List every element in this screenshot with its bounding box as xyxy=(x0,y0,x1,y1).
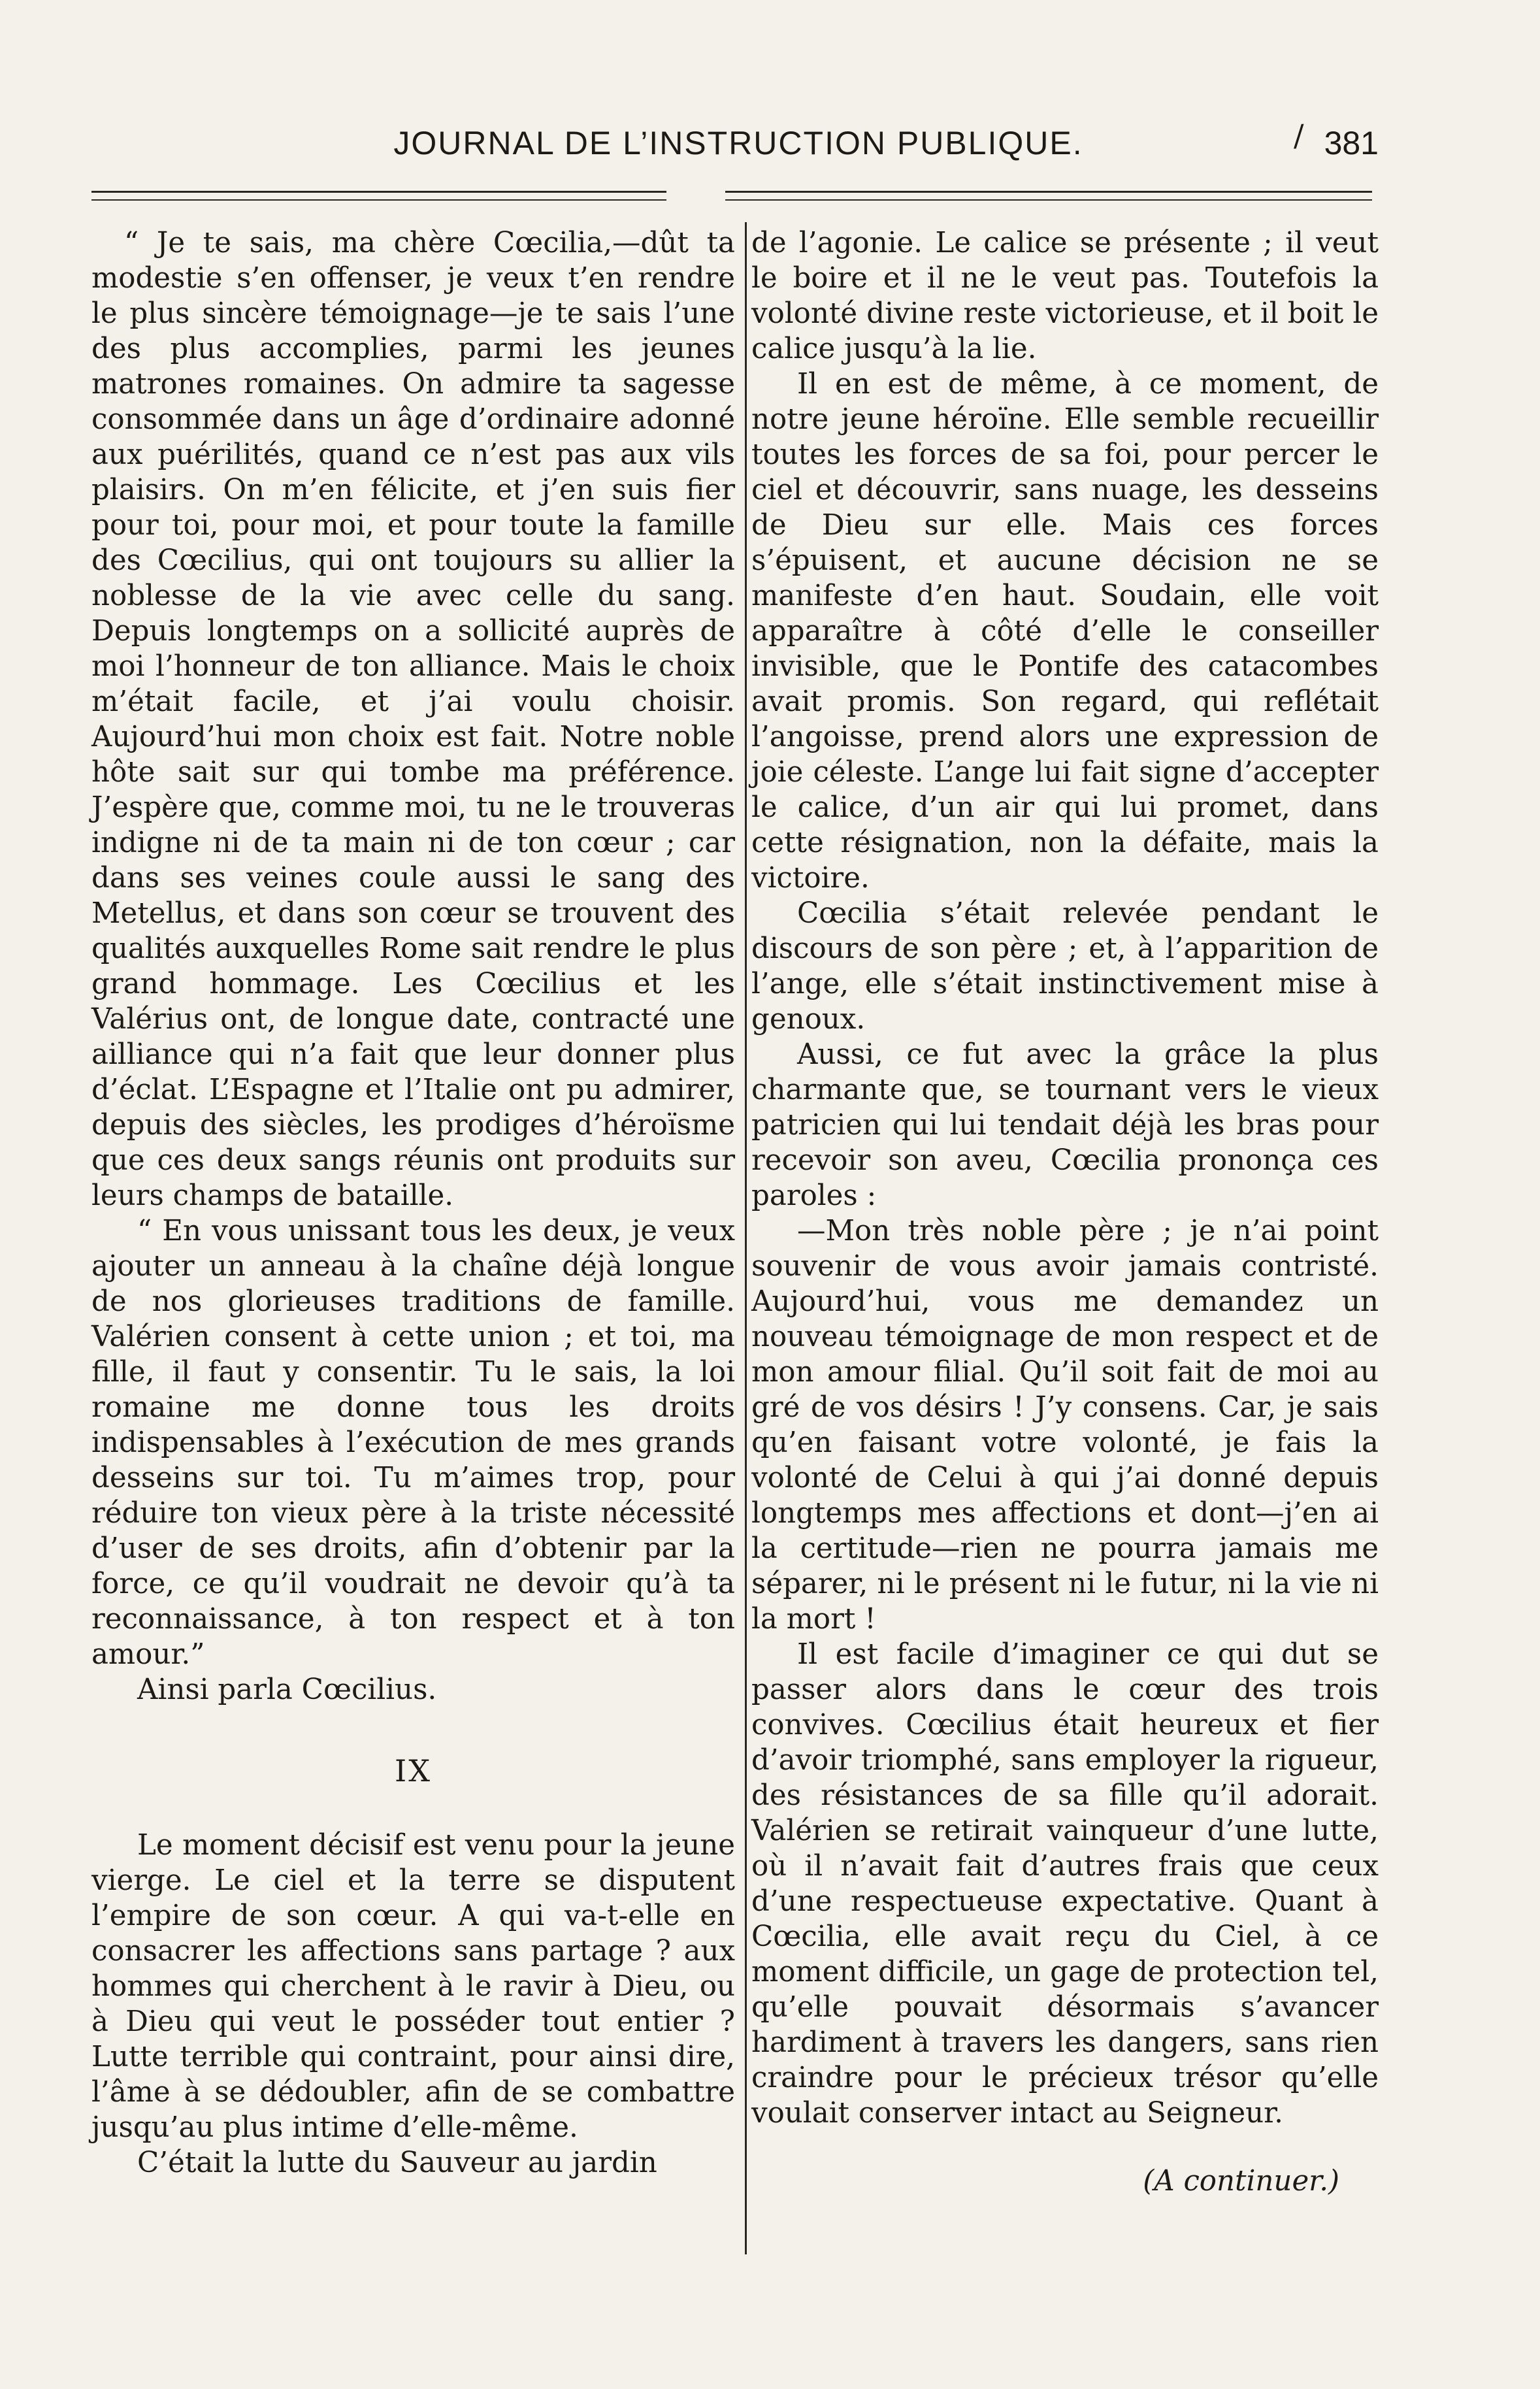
page-number: 381 xyxy=(1324,125,1379,161)
paragraph: “ En vous unissant tous les deux, je veux ajouter un anneau à la chaîne déjà longue de nos glorieuses traditions de famille. Valérien consent à cette union ; et toi, ma fille, il faut y consentir. Tu le sais, la loi romaine me donne tous les droits indispensables à l’exécution de mes grands desseins sur toi. Tu m’aimes trop, pour réduire ton vieux père à la triste nécessité d’user de ses droits, afin d’obtenir par la force, ce qu’il voudrait ne devoir qu’à ta reconnaissance, à ton respect et à ton amour.” xyxy=(91,1215,735,1671)
paragraph: Aussi, ce fut avec la grâce la plus charmante que, se tournant vers le vieux patricien qui lui tendait déjà les bras pour recevoir son aveu, Cœcilia prononça ces paroles : xyxy=(751,1038,1379,1212)
section-heading: IX xyxy=(395,1753,432,1788)
page-header xyxy=(98,118,1379,176)
paragraph: Cœcilia s’était relevée pendant le discours de son père ; et, à l’apparition de l’ange, elle s’était instinctivement mise à genoux. xyxy=(751,897,1379,1036)
column-divider xyxy=(745,222,747,2254)
right-column xyxy=(751,225,1379,2199)
paragraph: Il est facile d’imaginer ce qui dut se passer alors dans le cœur des trois convives. Cœcilius était heureux et fier d’avoir triomphé, sans employer la rigueur, des résistances de sa fille qu’il adorait. Valérien se retirait vainqueur d’une lutte, où il n’avait fait d’autres frais que ceux d’une respectueuse expectative. Quant à Cœcilia, elle avait reçu du Ciel, à ce moment difficile, un gage de protection tel, qu’elle pouvait désormais s’avancer hardiment à travers les dangers, sans rien craindre pour le précieux trésor qu’elle voulait conserver intact au Seigneur. xyxy=(751,1638,1379,2130)
journal-title: JOURNAL DE L’INSTRUCTION PUBLIQUE. xyxy=(393,125,1083,161)
header-rule-right xyxy=(725,191,1372,201)
paragraph: Le moment décisif est venu pour la jeune vierge. Le ciel et la terre se disputent l’empire de son cœur. A qui va-t-elle en consacrer les affections sans partage ? aux hommes qui cherchent à le ravir à Dieu, ou à Dieu qui veut le posséder tout entier ? Lutte terrible qui contraint, pour ainsi dire, l’âme à se dédoubler, afin de se combattre jusqu’au plus intime d’elle-même. xyxy=(91,1829,735,2144)
stray-mark: / xyxy=(1294,118,1304,153)
left-column xyxy=(91,225,735,2181)
paragraph: Ainsi parla Cœcilius. xyxy=(137,1673,437,1706)
paragraph: C’était la lutte du Sauveur au jardin xyxy=(137,2147,657,2179)
header-rule-left xyxy=(91,191,666,201)
paragraph: “ Je te sais, ma chère Cœcilia,—dût ta modestie s’en offenser, je veux t’en rendre le plus sincère témoignage—je te sais l’une des plus accomplies, parmi les jeunes matrones romaines. On admire ta sagesse consommée dans un âge d’ordinaire adonné aux puérilités, quand ce n’est pas aux vils plaisirs. On m’en félicite, et j’en suis fier pour toi, pour moi, et pour toute la famille des Cœcilius, qui ont toujours su allier la noblesse de la vie avec celle du sang. Depuis longtemps on a sollicité auprès de moi l’honneur de ton alliance. Mais le choix m’était facile, et j’ai voulu choisir. Aujourd’hui mon choix est fait. Notre noble hôte sait sur qui tombe ma préférence. J’espère que, comme moi, tu ne le trouveras indigne ni de ta main ni de ton cœur ; car dans ses veines coule aussi le sang des Metellus, et dans son cœur se trouvent des qualités auxquelles Rome sait rendre le plus grand hommage. Les Cœcilius et les Valérius ont, de longue date, contracté une ailliance qui n’a fait que leur donner plus d’éclat. L’Espagne et l’Italie ont pu admirer, depuis des siècles, les prodiges d’héroïsme que ces deux sangs réunis ont produits sur leurs champs de bataille. xyxy=(91,227,735,1212)
paragraph: Il en est de même, à ce moment, de notre jeune héroïne. Elle semble recueillir toutes les forces de sa foi, pour percer le ciel et découvrir, sans nuage, les desseins de Dieu sur elle. Mais ces forces s’épuisent, et aucune décision ne se manifeste d’en haut. Soudain, elle voit apparaître à côté d’elle le conseiller invisible, que le Pontife des catacombes avait promis. Son regard, qui reflétait l’angoisse, prend alors une expression de joie céleste. L’ange lui fait signe d’accepter le calice, d’un air qui lui promet, dans cette résignation, non la défaite, mais la victoire. xyxy=(751,368,1379,895)
paragraph: de l’agonie. Le calice se présente ; il veut le boire et il ne le veut pas. Toutefois la volonté divine reste victorieuse, et il boit le calice jusqu’à la lie. xyxy=(751,227,1379,365)
continuation-note: (A continuer.) xyxy=(1143,2165,1339,2198)
paragraph: —Mon très noble père ; je n’ai point souvenir de vous avoir jamais contristé. Aujourd’hui, vous me demandez un nouveau témoignage de mon respect et de mon amour filial. Qu’il soit fait de moi au gré de vos désirs ! J’y consens. Car, je sais qu’en faisant votre volonté, je fais la volonté de Celui à qui j’ai donné depuis longtemps mes affections et dont—j’en ai la certitude—rien ne pourra jamais me séparer, ni le présent ni le futur, ni la vie ni la mort ! xyxy=(751,1215,1379,1636)
